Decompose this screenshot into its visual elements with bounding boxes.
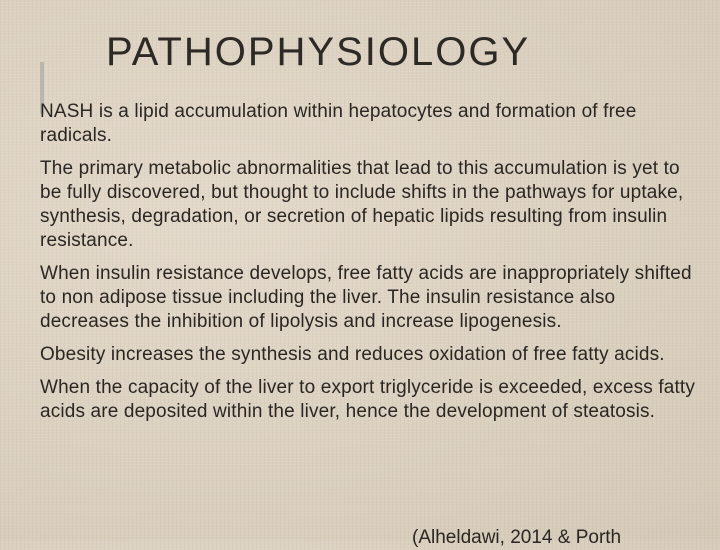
paragraph-insulin-resistance: When insulin resistance develops, free fatty acids are inappropriately shifted to non adipose tissue including the liver. The insulin resistance also decreases the inhibition of lipolysis and increase lipogenesis. bbox=[40, 263, 692, 332]
paragraph-steatosis: When the capacity of the liver to export triglyceride is exceeded, excess fatty acids are deposited within the liver, hence the development of steatosis. bbox=[40, 377, 695, 422]
paragraph-nash-definition: NASH is a lipid accumulation within hepatocytes and formation of free radicals. bbox=[40, 101, 637, 146]
slide-title: PATHOPHYSIOLOGY bbox=[106, 30, 531, 74]
citation: (Alheldawi, 2014 & Porth bbox=[412, 527, 622, 548]
paragraph-obesity: Obesity increases the synthesis and reduces oxidation of free fatty acids. bbox=[40, 344, 665, 365]
paragraph-metabolic-abnormalities: The primary metabolic abnormalities that lead to this accumulation is yet to be fully discovered, but thought to include shifts in the pathways for uptake, synthesis, degradation, or secretion of hepatic lipids resulting from insulin resistance. bbox=[40, 158, 684, 251]
slide-body bbox=[40, 100, 700, 433]
